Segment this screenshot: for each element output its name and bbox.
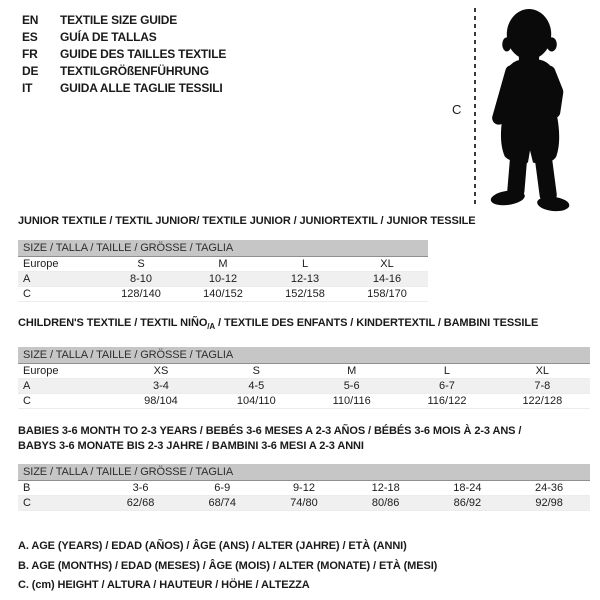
cell: 104/110: [209, 394, 304, 409]
cell: L: [264, 257, 346, 272]
cell: 128/140: [100, 287, 182, 302]
cell: 92/98: [508, 496, 590, 511]
lang-code: DE: [22, 64, 39, 78]
cell: XL: [495, 364, 590, 379]
lang-title: TEXTILE SIZE GUIDE: [60, 13, 178, 27]
cell: 6-9: [181, 481, 263, 496]
lang-title: GUIDE DES TAILLES TEXTILE: [60, 47, 227, 61]
title-post: / TEXTILE DES ENFANTS / KINDERTEXTIL / BAMBINI TESSILE: [215, 317, 539, 329]
lang-row-fr: [22, 46, 226, 63]
size-table-children: [18, 347, 590, 409]
row-label: C: [18, 496, 100, 511]
cell: 62/68: [100, 496, 182, 511]
cell: 74/80: [263, 496, 345, 511]
lang-code: IT: [22, 81, 33, 95]
baby-silhouette-icon: [481, 3, 577, 213]
title-line-2: BABYS 3-6 MONATE BIS 2-3 JAHRE / BAMBINI 3-6 MESI A 2-3 ANNI: [18, 440, 364, 452]
row-label: B: [18, 481, 100, 496]
cell: 5-6: [304, 379, 399, 394]
cell: 122/128: [495, 394, 590, 409]
cell: 7-8: [495, 379, 590, 394]
cell: 152/158: [264, 287, 346, 302]
cell: XS: [113, 364, 208, 379]
cell: S: [100, 257, 182, 272]
cell: 116/122: [399, 394, 494, 409]
size-header-row: SIZE / TALLA / TAILLE / GRÖSSE / TAGLIA: [18, 464, 590, 481]
cell: 3-4: [113, 379, 208, 394]
section-babies: [18, 424, 590, 511]
cell: 10-12: [182, 272, 264, 287]
cell: 86/92: [427, 496, 509, 511]
lang-row-es: [22, 29, 226, 46]
cell: 14-16: [346, 272, 428, 287]
table-row-age: [18, 379, 590, 394]
size-table-junior: [18, 240, 428, 302]
title-sub: /A: [207, 322, 216, 332]
table-row-europe: [18, 257, 428, 272]
lang-code: ES: [22, 30, 38, 44]
junior-table-title: JUNIOR TEXTILE / TEXTIL JUNIOR/ TEXTILE JUNIOR / JUNIORTEXTIL / JUNIOR TESSILE: [18, 215, 476, 227]
lang-code: EN: [22, 13, 39, 27]
cell: M: [182, 257, 264, 272]
row-label: A: [18, 379, 113, 394]
legend-notes: [18, 537, 437, 596]
cell: L: [399, 364, 494, 379]
lang-title: GUIDA ALLE TAGLIE TESSILI: [60, 81, 223, 95]
section-children: [18, 317, 590, 409]
children-table-title: [18, 317, 590, 333]
height-measure-dashed-line: [474, 8, 476, 206]
cell: 12-18: [345, 481, 427, 496]
lang-row-it: [22, 80, 226, 97]
cell: 8-10: [100, 272, 182, 287]
table-row-height: [18, 394, 590, 409]
row-label: C: [18, 287, 100, 302]
row-label: A: [18, 272, 100, 287]
cell: 4-5: [209, 379, 304, 394]
table-row-height: [18, 287, 428, 302]
cell: 80/86: [345, 496, 427, 511]
section-junior: [18, 215, 476, 302]
row-label: Europe: [18, 364, 113, 379]
height-figure: [440, 0, 600, 212]
lang-row-de: [22, 63, 226, 80]
size-table-babies: [18, 464, 590, 511]
lang-title: GUÍA DE TALLAS: [60, 30, 157, 44]
title-pre: CHILDREN'S TEXTILE / TEXTIL NIÑO: [18, 317, 208, 329]
lang-title: TEXTILGRÖßENFÜHRUNG: [60, 64, 209, 78]
cell: 12-13: [264, 272, 346, 287]
cell: 140/152: [182, 287, 264, 302]
cell: 18-24: [427, 481, 509, 496]
cell: 24-36: [508, 481, 590, 496]
note-age-years: A. AGE (YEARS) / EDAD (AÑOS) / ÂGE (ANS) / ALTER (JAHRE) / ETÀ (ANNI): [18, 540, 407, 552]
babies-table-title: [18, 424, 590, 454]
row-label: C: [18, 394, 113, 409]
cell: 98/104: [113, 394, 208, 409]
note-height-cm: C. (cm) HEIGHT / ALTURA / HAUTEUR / HÖHE / ALTEZZA: [18, 579, 310, 591]
cell: S: [209, 364, 304, 379]
language-title-list: [22, 12, 226, 97]
cell: XL: [346, 257, 428, 272]
measure-label-c: C: [452, 102, 462, 117]
row-label: Europe: [18, 257, 100, 272]
cell: 9-12: [263, 481, 345, 496]
table-row-europe: [18, 364, 590, 379]
size-header-row: SIZE / TALLA / TAILLE / GRÖSSE / TAGLIA: [18, 347, 590, 364]
cell: M: [304, 364, 399, 379]
cell: 110/116: [304, 394, 399, 409]
cell: 6-7: [399, 379, 494, 394]
table-row-height: [18, 496, 590, 511]
table-row-months: [18, 481, 590, 496]
lang-code: FR: [22, 47, 38, 61]
cell: 158/170: [346, 287, 428, 302]
cell: 3-6: [100, 481, 182, 496]
size-header-row: SIZE / TALLA / TAILLE / GRÖSSE / TAGLIA: [18, 240, 428, 257]
cell: 68/74: [181, 496, 263, 511]
lang-row-en: [22, 12, 226, 29]
note-age-months: B. AGE (MONTHS) / EDAD (MESES) / ÂGE (MOIS) / ALTER (MONATE) / ETÀ (MESI): [18, 559, 438, 572]
title-line-1: BABIES 3-6 MONTH TO 2-3 YEARS / BEBÉS 3-6 MESES A 2-3 AÑOS / BÉBÉS 3-6 MOIS À 2-3 ANS /: [18, 425, 522, 437]
table-row-age: [18, 272, 428, 287]
